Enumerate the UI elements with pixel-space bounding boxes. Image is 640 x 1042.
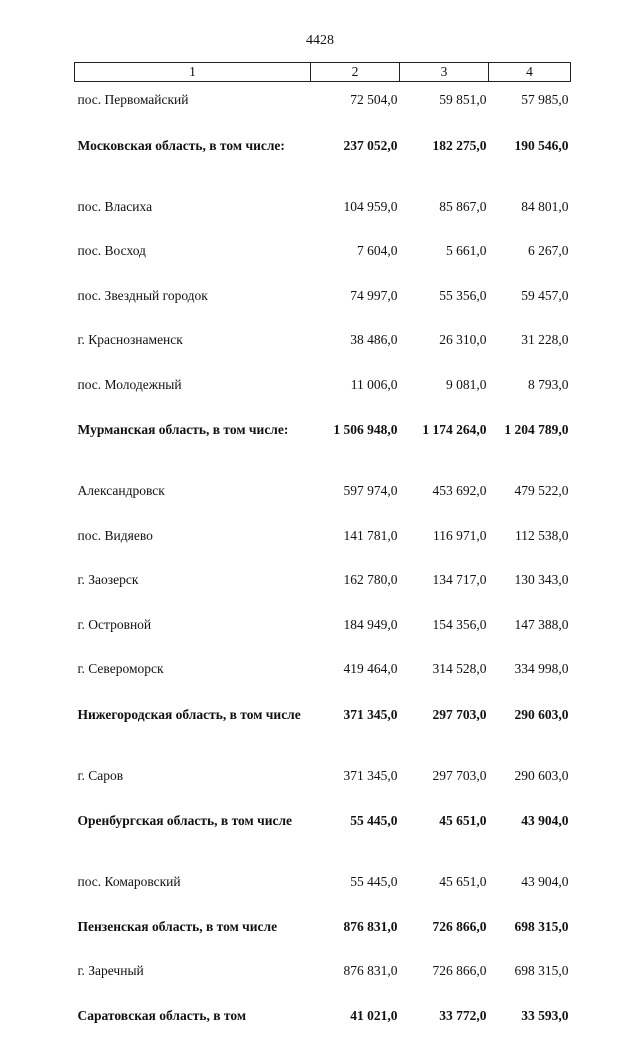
row-value-col-2: 597 974,0 <box>311 473 400 518</box>
row-value-col-2: 237 052,0 <box>311 127 400 189</box>
row-name-cell: г. Краснознаменск <box>75 322 311 367</box>
table-row <box>75 607 571 652</box>
row-value-col-3: 85 867,0 <box>400 189 489 234</box>
row-value-col-2: 41 021,0 <box>311 998 400 1042</box>
row-value-col-2: 104 959,0 <box>311 189 400 234</box>
row-name-cell: пос. Молодежный <box>75 367 311 412</box>
row-value-col-3: 297 703,0 <box>400 696 489 758</box>
header-col-3: 3 <box>400 63 489 82</box>
row-value-col-2: 38 486,0 <box>311 322 400 367</box>
row-name-cell: пос. Комаровский <box>75 864 311 909</box>
table-row <box>75 562 571 607</box>
row-value-col-2: 876 831,0 <box>311 909 400 954</box>
row-value-col-2: 184 949,0 <box>311 607 400 652</box>
row-name-cell: Оренбургская область, в том числе <box>75 802 311 864</box>
row-name-cell: г. Заречный <box>75 953 311 998</box>
row-value-col-3: 726 866,0 <box>400 953 489 998</box>
page-number: 4428 <box>0 33 640 49</box>
row-name-cell: Нижегородская область, в том числе <box>75 696 311 758</box>
row-value-col-3: 1 174 264,0 <box>400 411 489 473</box>
row-name-cell: Пензенская область, в том числе <box>75 909 311 954</box>
table-row <box>75 998 571 1042</box>
row-value-col-4: 290 603,0 <box>489 758 571 803</box>
row-value-col-4: 59 457,0 <box>489 278 571 323</box>
row-value-col-2: 74 997,0 <box>311 278 400 323</box>
row-value-col-2: 55 445,0 <box>311 802 400 864</box>
table-row <box>75 233 571 278</box>
table-row <box>75 802 571 864</box>
row-value-col-4: 8 793,0 <box>489 367 571 412</box>
row-value-col-4: 130 343,0 <box>489 562 571 607</box>
row-value-col-4: 334 998,0 <box>489 651 571 696</box>
row-name-cell: пос. Видяево <box>75 518 311 563</box>
table-row <box>75 367 571 412</box>
row-value-col-4: 479 522,0 <box>489 473 571 518</box>
row-value-col-4: 43 904,0 <box>489 864 571 909</box>
row-name-cell: Московская область, в том числе: <box>75 127 311 189</box>
row-value-col-3: 59 851,0 <box>400 82 489 127</box>
row-value-col-4: 190 546,0 <box>489 127 571 189</box>
row-name-cell: Александровск <box>75 473 311 518</box>
row-value-col-2: 162 780,0 <box>311 562 400 607</box>
row-value-col-4: 698 315,0 <box>489 953 571 998</box>
row-value-col-2: 55 445,0 <box>311 864 400 909</box>
table-row <box>75 758 571 803</box>
row-value-col-3: 33 772,0 <box>400 998 489 1042</box>
row-name-cell: г. Заозерск <box>75 562 311 607</box>
row-value-col-3: 726 866,0 <box>400 909 489 954</box>
row-value-col-4: 290 603,0 <box>489 696 571 758</box>
table-row <box>75 696 571 758</box>
row-value-col-4: 112 538,0 <box>489 518 571 563</box>
row-name-cell: пос. Первомайский <box>75 82 311 127</box>
table-row <box>75 411 571 473</box>
header-col-4: 4 <box>489 63 571 82</box>
header-row <box>75 63 571 82</box>
row-value-col-4: 6 267,0 <box>489 233 571 278</box>
row-name-cell: Мурманская область, в том числе: <box>75 411 311 473</box>
budget-table <box>74 62 571 1042</box>
row-value-col-2: 1 506 948,0 <box>311 411 400 473</box>
table-row <box>75 909 571 954</box>
row-value-col-2: 371 345,0 <box>311 696 400 758</box>
row-value-col-3: 154 356,0 <box>400 607 489 652</box>
table-row <box>75 127 571 189</box>
header-col-2: 2 <box>311 63 400 82</box>
row-value-col-3: 45 651,0 <box>400 864 489 909</box>
row-name-cell: г. Североморск <box>75 651 311 696</box>
table-body <box>75 82 571 1042</box>
table-row <box>75 189 571 234</box>
table-row <box>75 473 571 518</box>
row-value-col-2: 72 504,0 <box>311 82 400 127</box>
row-name-cell: Саратовская область, в том <box>75 998 311 1042</box>
header-col-1: 1 <box>75 63 311 82</box>
row-value-col-3: 5 661,0 <box>400 233 489 278</box>
row-name-cell: г. Островной <box>75 607 311 652</box>
table-row <box>75 278 571 323</box>
row-value-col-3: 55 356,0 <box>400 278 489 323</box>
row-value-col-2: 371 345,0 <box>311 758 400 803</box>
table-row <box>75 864 571 909</box>
table-row <box>75 651 571 696</box>
row-name-cell: пос. Звездный городок <box>75 278 311 323</box>
table-row <box>75 82 571 127</box>
row-value-col-4: 57 985,0 <box>489 82 571 127</box>
row-value-col-4: 84 801,0 <box>489 189 571 234</box>
row-value-col-3: 297 703,0 <box>400 758 489 803</box>
row-value-col-3: 9 081,0 <box>400 367 489 412</box>
table-row <box>75 953 571 998</box>
row-value-col-4: 33 593,0 <box>489 998 571 1042</box>
row-name-cell: г. Саров <box>75 758 311 803</box>
row-value-col-3: 453 692,0 <box>400 473 489 518</box>
table-header <box>75 63 571 82</box>
row-value-col-3: 26 310,0 <box>400 322 489 367</box>
row-value-col-3: 116 971,0 <box>400 518 489 563</box>
row-value-col-3: 134 717,0 <box>400 562 489 607</box>
row-value-col-2: 876 831,0 <box>311 953 400 998</box>
row-value-col-2: 141 781,0 <box>311 518 400 563</box>
table-row <box>75 322 571 367</box>
row-value-col-3: 45 651,0 <box>400 802 489 864</box>
row-name-cell: пос. Власиха <box>75 189 311 234</box>
row-value-col-2: 11 006,0 <box>311 367 400 412</box>
row-value-col-3: 314 528,0 <box>400 651 489 696</box>
row-value-col-3: 182 275,0 <box>400 127 489 189</box>
row-value-col-4: 147 388,0 <box>489 607 571 652</box>
row-value-col-4: 698 315,0 <box>489 909 571 954</box>
table-row <box>75 518 571 563</box>
row-value-col-4: 43 904,0 <box>489 802 571 864</box>
row-name-cell: пос. Восход <box>75 233 311 278</box>
row-value-col-4: 1 204 789,0 <box>489 411 571 473</box>
row-value-col-2: 7 604,0 <box>311 233 400 278</box>
row-value-col-2: 419 464,0 <box>311 651 400 696</box>
row-value-col-4: 31 228,0 <box>489 322 571 367</box>
